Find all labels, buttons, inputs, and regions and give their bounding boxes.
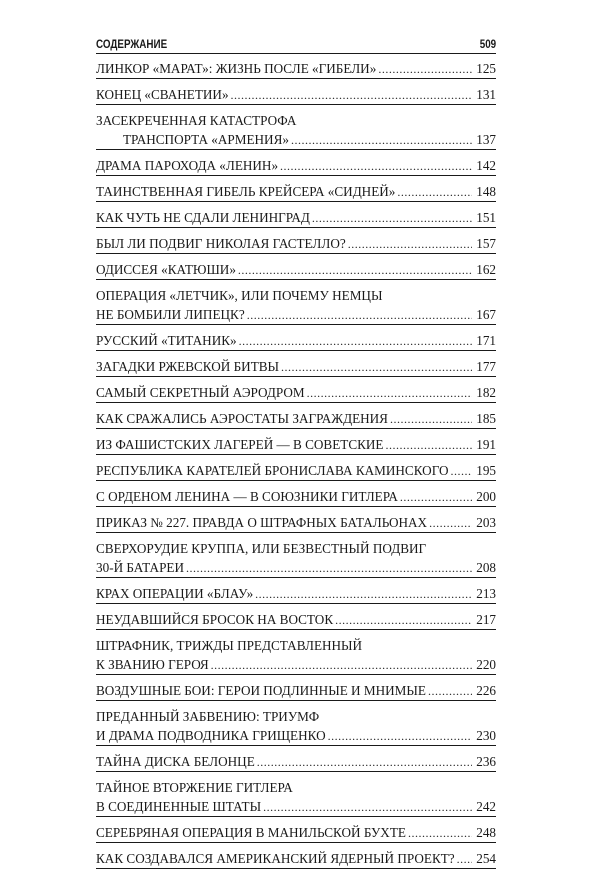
entry-page-number: 182 (476, 385, 496, 400)
toc-entry (96, 79, 496, 105)
entry-title: ДРАМА ПАРОХОДА «ЛЕНИН» (96, 158, 279, 173)
entry-page-number: 242 (476, 799, 496, 814)
entry-title: БЫЛ ЛИ ПОДВИГ НИКОЛАЯ ГАСТЕЛЛО? (96, 236, 346, 251)
entry-title: СЕРЕБРЯНАЯ ОПЕРАЦИЯ В МАНИЛЬСКОЙ БУХТЕ (96, 825, 406, 840)
dot-leader (280, 157, 472, 176)
entry-page-number: 125 (476, 61, 496, 76)
toc-entry (96, 772, 496, 817)
entry-title: КРАХ ОПЕРАЦИИ «БЛАУ» (96, 586, 254, 601)
entry-title-line (96, 234, 496, 253)
entry-title-line (96, 286, 496, 305)
entry-title-line (96, 260, 496, 279)
dot-leader (457, 850, 472, 869)
entry-title-continuation (96, 655, 496, 674)
page-number: 509 (479, 37, 497, 51)
entry-page-number: 171 (476, 333, 496, 348)
dot-leader (291, 131, 472, 150)
entry-title: НЕУДАВШИЙСЯ БРОСОК НА ВОСТОК (96, 612, 334, 627)
entry-title: ШТРАФНИК, ТРИЖДЫ ПРЕДСТАВЛЕННЫЙ (96, 638, 363, 653)
entry-page-number: 137 (476, 132, 496, 147)
dot-leader (328, 727, 472, 746)
entry-title: В СОЕДИНЕННЫЕ ШТАТЫ (96, 799, 262, 814)
toc-entry (96, 59, 496, 79)
entry-title-line (96, 85, 496, 104)
entry-title-line (96, 357, 496, 376)
dot-leader (451, 462, 472, 481)
entry-title: К ЗВАНИЮ ГЕРОЯ (96, 657, 209, 672)
entry-title-line (96, 331, 496, 350)
entry-title-line (96, 707, 496, 726)
dot-leader (186, 559, 472, 578)
entry-title: СВЕРХОРУДИЕ КРУППА, ИЛИ БЕЗВЕСТНЫЙ ПОДВИГ (96, 541, 427, 556)
entry-title: ОДИССЕЯ «КАТЮШИ» (96, 262, 236, 277)
toc-entry (96, 280, 496, 325)
toc-entry (96, 403, 496, 429)
entry-title: КАК ЧУТЬ НЕ СДАЛИ ЛЕНИНГРАД (96, 210, 310, 225)
entry-title-continuation (96, 797, 496, 816)
dot-leader (281, 358, 472, 377)
toc-entry (96, 701, 496, 746)
toc-entry (96, 604, 496, 630)
dot-leader (231, 86, 472, 105)
entry-title: ПРЕДАННЫЙ ЗАБВЕНИЮ: ТРИУМФ (96, 709, 320, 724)
entry-title-line (96, 584, 496, 603)
dot-leader (428, 682, 472, 701)
dot-leader (335, 611, 472, 630)
toc-entry (96, 325, 496, 351)
dot-leader (348, 235, 472, 254)
entry-page-number: 203 (476, 515, 496, 530)
toc-entry (96, 817, 496, 843)
toc-entry (96, 377, 496, 403)
entry-page-number: 131 (476, 87, 496, 102)
toc-entry (96, 675, 496, 701)
entry-page-number: 226 (476, 683, 496, 698)
entry-title-line (96, 182, 496, 201)
entry-title-line (96, 636, 496, 655)
header-rule (96, 53, 496, 54)
toc-entry (96, 455, 496, 481)
entry-title: КАК СРАЖАЛИСЬ АЭРОСТАТЫ ЗАГРАЖДЕНИЯ (96, 411, 388, 426)
dot-leader (238, 261, 472, 280)
entry-page-number: 162 (476, 262, 496, 277)
dot-leader (312, 209, 472, 228)
entry-title: САМЫЙ СЕКРЕТНЫЙ АЭРОДРОМ (96, 385, 305, 400)
entry-title: 30-Й БАТАРЕИ (96, 560, 184, 575)
table-of-contents (96, 59, 496, 869)
entry-title: ЗАГАДКИ РЖЕВСКОЙ БИТВЫ (96, 359, 280, 374)
entry-title: РУССКИЙ «ТИТАНИК» (96, 333, 237, 348)
dot-leader (385, 436, 472, 455)
toc-entry (96, 105, 496, 150)
toc-entry (96, 228, 496, 254)
dot-leader (239, 332, 472, 351)
entry-title: ТРАНСПОРТА «АРМЕНИЯ» (123, 132, 289, 147)
entry-page-number: 191 (476, 437, 496, 452)
dot-leader (255, 585, 472, 604)
entry-title: РЕСПУБЛИКА КАРАТЕЛЕЙ БРОНИСЛАВА КАМИНСКОГО (96, 463, 449, 478)
entry-title-line (96, 513, 496, 532)
entry-title-line (96, 487, 496, 506)
entry-title-line (96, 681, 496, 700)
toc-entry (96, 481, 496, 507)
entry-title-line (96, 752, 496, 771)
entry-page-number: 220 (476, 657, 496, 672)
entry-title-line (96, 111, 496, 130)
entry-title-line (96, 383, 496, 402)
entry-page-number: 208 (476, 560, 496, 575)
entry-title-line (96, 156, 496, 175)
entry-title: ВОЗДУШНЫЕ БОИ: ГЕРОИ ПОДЛИННЫЕ И МНИМЫЕ (96, 683, 426, 698)
entry-title: ПРИКАЗ № 227. ПРАВДА О ШТРАФНЫХ БАТАЛЬОНАХ (96, 515, 428, 530)
entry-title-line (96, 409, 496, 428)
entry-title: С ОРДЕНОМ ЛЕНИНА — В СОЮЗНИКИ ГИТЛЕРА (96, 489, 398, 504)
entry-title: ТАЙНОЕ ВТОРЖЕНИЕ ГИТЛЕРА (96, 780, 293, 795)
entry-page-number: 195 (476, 463, 496, 478)
entry-title: КОНЕЦ «СВАНЕТИИ» (96, 87, 229, 102)
entry-title: КАК СОЗДАВАЛСЯ АМЕРИКАНСКИЙ ЯДЕРНЫЙ ПРОЕКТ? (96, 851, 455, 866)
entry-page-number: 142 (476, 158, 496, 173)
entry-title-line (96, 435, 496, 454)
entry-title-line (96, 778, 496, 797)
entry-title-continuation (96, 726, 496, 745)
entry-title-line (96, 823, 496, 842)
toc-entry (96, 578, 496, 604)
dot-leader (247, 306, 472, 325)
entry-page-number: 200 (476, 489, 496, 504)
dot-leader (390, 410, 472, 429)
entry-page-number: 157 (476, 236, 496, 251)
dot-leader (408, 824, 472, 843)
entry-title: НЕ БОМБИЛИ ЛИПЕЦК? (96, 307, 245, 322)
entry-title-continuation (96, 305, 496, 324)
entry-title-line (96, 610, 496, 629)
toc-entry (96, 150, 496, 176)
dot-leader (378, 60, 472, 79)
toc-entry (96, 176, 496, 202)
entry-title-line (96, 849, 496, 868)
toc-entry (96, 202, 496, 228)
entry-page-number: 151 (476, 210, 496, 225)
toc-entry (96, 843, 496, 869)
entry-title: ОПЕРАЦИЯ «ЛЕТЧИК», ИЛИ ПОЧЕМУ НЕМЦЫ (96, 288, 383, 303)
entry-page-number: 213 (476, 586, 496, 601)
entry-title-line (96, 539, 496, 558)
entry-page-number: 230 (476, 728, 496, 743)
entry-page-number: 254 (476, 851, 496, 866)
entry-title: ТАИНСТВЕННАЯ ГИБЕЛЬ КРЕЙСЕРА «СИДНЕЙ» (96, 184, 396, 199)
entry-page-number: 167 (476, 307, 496, 322)
dot-leader (400, 488, 472, 507)
entry-title-line (96, 461, 496, 480)
toc-entry (96, 429, 496, 455)
entry-title: ЛИНКОР «МАРАТ»: ЖИЗНЬ ПОСЛЕ «ГИБЕЛИ» (96, 61, 377, 76)
dot-leader (429, 514, 472, 533)
entry-page-number: 177 (476, 359, 496, 374)
entry-title-continuation (96, 130, 496, 149)
entry-page-number: 185 (476, 411, 496, 426)
entry-title-line (96, 208, 496, 227)
entry-title: ИЗ ФАШИСТСКИХ ЛАГЕРЕЙ — В СОВЕТСКИЕ (96, 437, 384, 452)
entry-title-continuation (96, 558, 496, 577)
dot-leader (397, 183, 472, 202)
toc-entry (96, 507, 496, 533)
dot-leader (263, 798, 472, 817)
toc-entry (96, 533, 496, 578)
toc-entry (96, 630, 496, 675)
entry-title: ЗАСЕКРЕЧЕННАЯ КАТАСТРОФА (96, 113, 297, 128)
toc-entry (96, 351, 496, 377)
running-head (96, 37, 496, 51)
entry-title: ТАЙНА ДИСКА БЕЛОНЦЕ (96, 754, 255, 769)
entry-page-number: 236 (476, 754, 496, 769)
entry-page-number: 248 (476, 825, 496, 840)
dot-leader (307, 384, 472, 403)
entry-page-number: 217 (476, 612, 496, 627)
section-title: СОДЕРЖАНИЕ (96, 37, 168, 51)
dot-leader (257, 753, 472, 772)
entry-page-number: 148 (476, 184, 496, 199)
dot-leader (211, 656, 472, 675)
entry-title-line (96, 59, 496, 78)
toc-entry (96, 254, 496, 280)
entry-title: И ДРАМА ПОДВОДНИКА ГРИЩЕНКО (96, 728, 326, 743)
